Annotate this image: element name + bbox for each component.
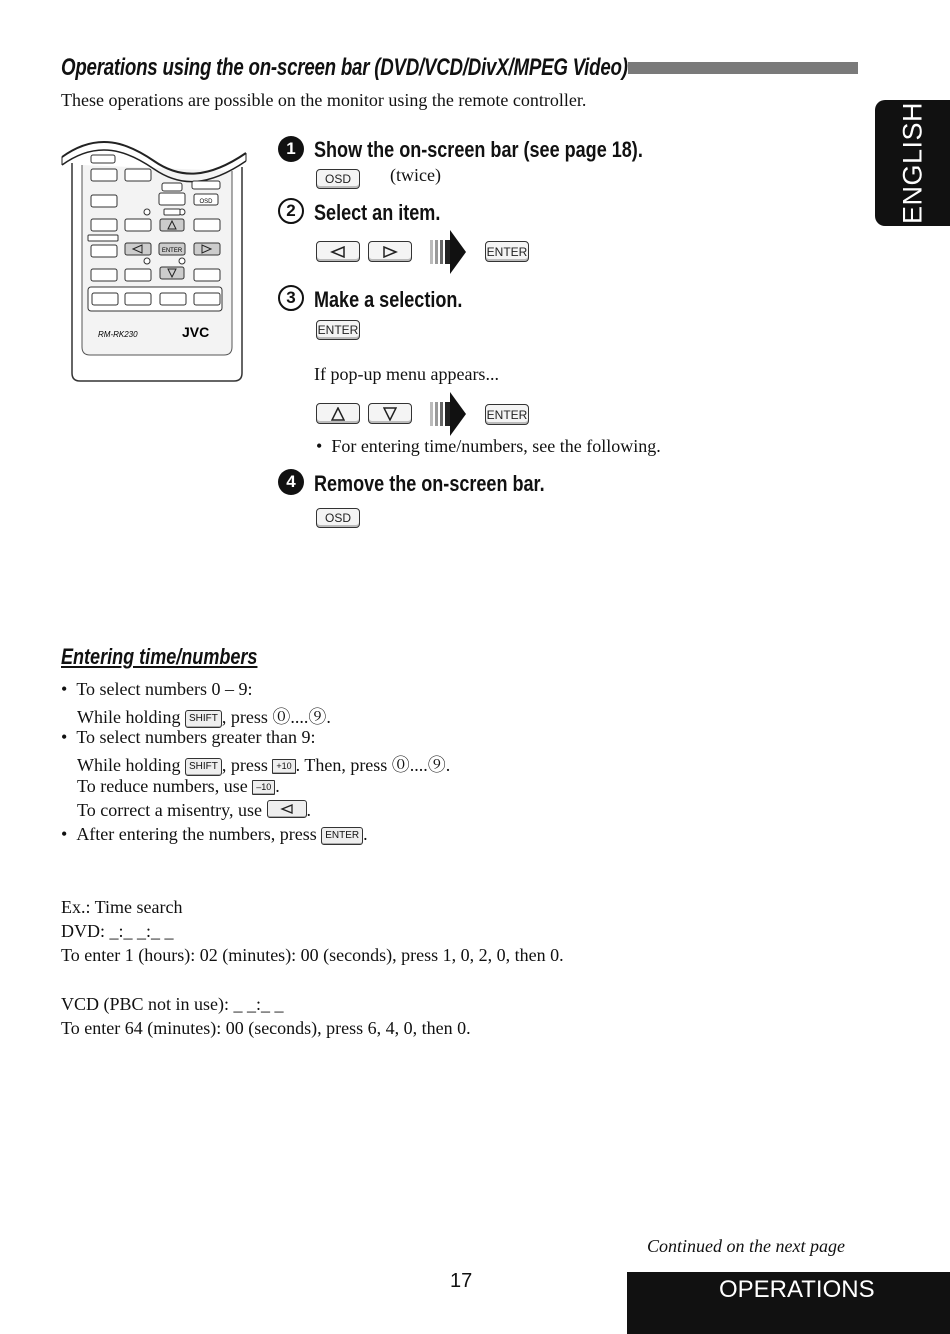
- example-line-3: To enter 1 (hours): 02 (minutes): 00 (seconds), press 1, 0, 2, 0, then 0.: [61, 945, 564, 965]
- example-line-2: DVD: _:_ _:_ _: [61, 921, 174, 941]
- bullet-1-line-2: While holding SHIFT , press ⓪....⑨.: [77, 707, 331, 727]
- left-arrow-key: [316, 241, 360, 262]
- step-1-heading: Show the on-screen bar (see page 18).: [314, 137, 643, 162]
- step-3-number: 3: [278, 285, 304, 311]
- then-arrow-icon: [430, 230, 468, 274]
- step-2-heading: Select an item.: [314, 200, 441, 225]
- remote-brand-logo: JVC: [182, 324, 210, 340]
- enter-key-step-2: ENTER: [485, 241, 529, 262]
- down-arrow-icon: [383, 407, 397, 421]
- bullet-2-line-4: To correct a misentry, use .: [77, 800, 312, 820]
- step-3-heading: Make a selection.: [314, 287, 463, 312]
- shift-key-2: SHIFT: [185, 758, 222, 776]
- step-2-number: 2: [278, 198, 304, 224]
- shift-key: SHIFT: [185, 710, 222, 728]
- right-arrow-icon: [382, 246, 398, 258]
- step-4-number: 4: [278, 469, 304, 495]
- example-line-5: To enter 64 (minutes): 00 (seconds), press 6, 4, 0, then 0.: [61, 1018, 471, 1038]
- up-arrow-key: [316, 403, 360, 424]
- continued-note: Continued on the next page: [647, 1236, 845, 1256]
- example-line-4: VCD (PBC not in use): _ _:_ _: [61, 994, 284, 1014]
- step-1-note: (twice): [390, 165, 441, 185]
- down-arrow-key: [368, 403, 412, 424]
- remote-control-illustration: [58, 135, 252, 387]
- remote-model-label: RM-RK230: [98, 330, 138, 339]
- left-arrow-key-inline: [267, 800, 307, 818]
- left-arrow-icon: [330, 246, 346, 258]
- page-number: 17: [450, 1270, 473, 1292]
- osd-key: OSD: [316, 169, 360, 189]
- section-footer-label: OPERATIONS: [719, 1276, 875, 1303]
- section-footer: [627, 1272, 950, 1334]
- section-title-entering: Entering time/numbers: [61, 644, 258, 669]
- remote-osd-label: OSD: [199, 199, 213, 205]
- bullet-2-line-2: While holding SHIFT , press +10 . Then, press ⓪....⑨.: [77, 755, 451, 775]
- step-4-heading: Remove the on-screen bar.: [314, 471, 545, 496]
- osd-key-step-4: OSD: [316, 508, 360, 528]
- page-title: Operations using the on-screen bar (DVD/VCD/DivX/MPEG Video): [61, 54, 628, 81]
- plus10-key: +10: [272, 759, 295, 774]
- bullet-1-line-1: • To select numbers 0 – 9:: [61, 679, 253, 699]
- up-arrow-icon: [331, 407, 345, 421]
- minus10-key: –10: [252, 780, 275, 795]
- title-rule: [628, 62, 858, 74]
- left-arrow-icon-inline: [280, 804, 294, 814]
- remote-enter-label: ENTER: [161, 248, 183, 254]
- enter-key-popup: ENTER: [485, 404, 529, 425]
- right-arrow-key: [368, 241, 412, 262]
- step-1-number: 1: [278, 136, 304, 162]
- intro-text: These operations are possible on the monitor using the remote controller.: [61, 90, 587, 110]
- then-arrow-icon-2: [430, 392, 468, 436]
- example-line-1: Ex.: Time search: [61, 897, 183, 917]
- bullet-3: • After entering the numbers, press ENTER .: [61, 824, 368, 844]
- popup-text: If pop-up menu appears...: [314, 364, 499, 384]
- enter-key-inline: ENTER: [321, 827, 363, 845]
- bullet-2-line-3: To reduce numbers, use –10 .: [77, 776, 280, 796]
- bullet-2-line-1: • To select numbers greater than 9:: [61, 727, 316, 747]
- language-tab: [875, 100, 950, 226]
- enter-key-step-3: ENTER: [316, 320, 360, 340]
- language-tab-label: ENGLISH: [897, 101, 927, 225]
- step-3-bullet: • For entering time/numbers, see the following.: [316, 436, 661, 456]
